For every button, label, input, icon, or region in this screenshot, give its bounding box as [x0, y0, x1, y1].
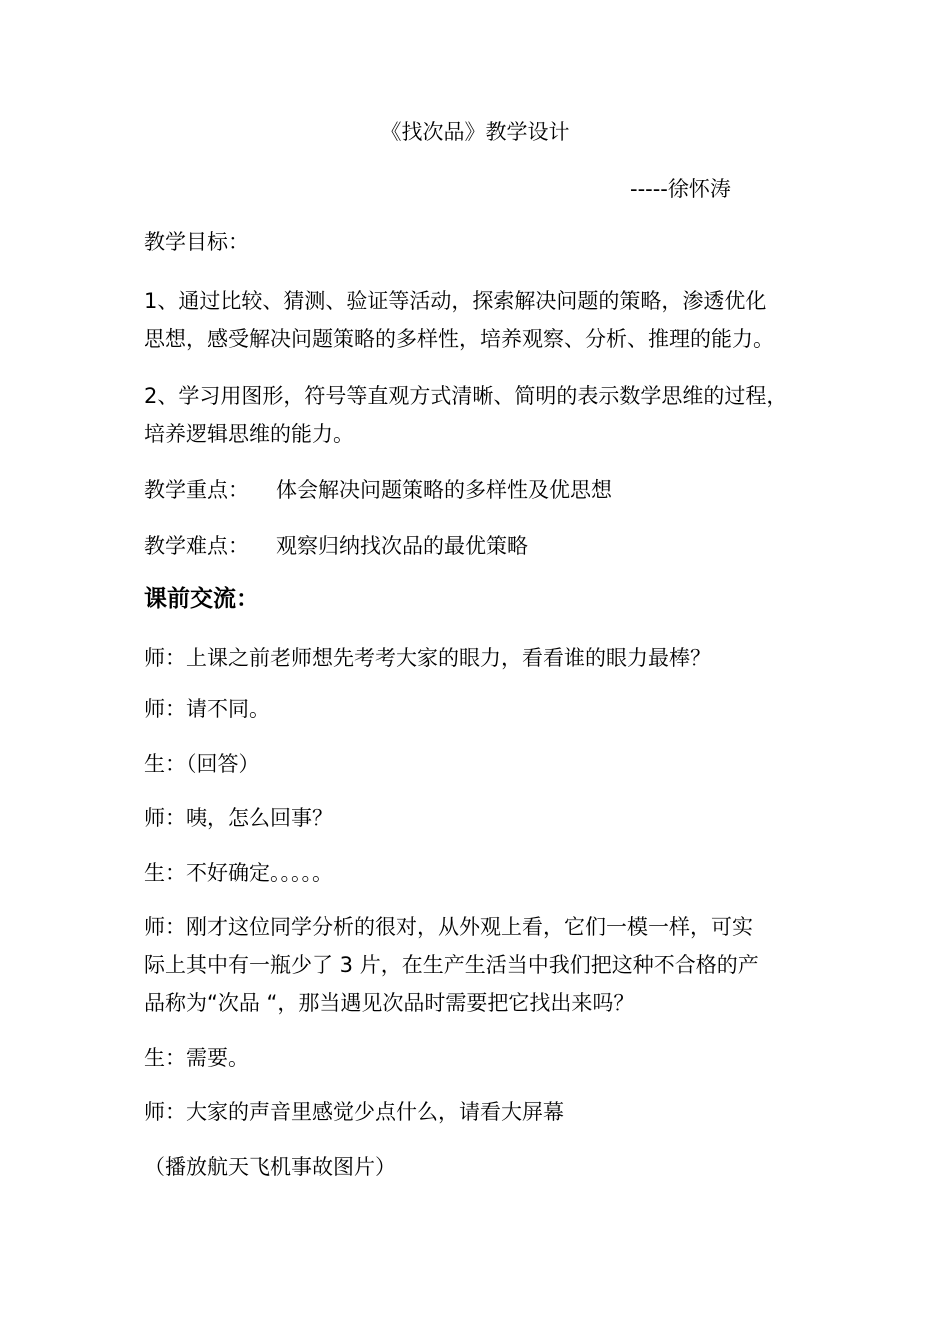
dialogue-line: 师：刚才这位同学分析的很对，从外观上看，它们一模一样，可实 [144, 915, 753, 939]
difficulty-label: 教学难点： [144, 534, 249, 558]
objective-item [144, 282, 834, 358]
objective-line: 培养逻辑思维的能力。 [144, 422, 354, 446]
dialogue-line: 际上其中有一瓶少了 3 片，在生产生活当中我们把这种不合格的产 [144, 953, 759, 977]
dialogue-line: 师：请不同。 [144, 697, 270, 721]
objective-line: 1、通过比较、猜测、验证等活动，探索解决问题的策略，渗透优化 [144, 289, 767, 313]
key-point-row [144, 472, 612, 508]
document-title: 《找次品》教学设计 [380, 120, 570, 144]
key-point-text: 体会解决问题策略的多样性及优思想 [276, 478, 612, 502]
pre-class-heading: 课前交流： [144, 586, 259, 612]
key-point-label: 教学重点： [144, 478, 249, 502]
dialogue-line: 生：需要。 [144, 1046, 249, 1070]
objective-item [144, 377, 834, 453]
dialogue-line: 师：咦，怎么回事？ [144, 806, 333, 830]
dialogue-line: 师：上课之前老师想先考考大家的眼力，看看谁的眼力最棒？ [144, 646, 711, 670]
dialogue-line: 生：（回答） [144, 752, 260, 776]
difficulty-text: 观察归纳找次品的最优策略 [276, 534, 528, 558]
difficulty-row [144, 528, 528, 564]
objective-line: 2、学习用图形，符号等直观方式清晰、简明的表示数学思维的过程， [144, 384, 788, 408]
dialogue-line: 生：不好确定。。。。。 [144, 861, 333, 885]
dialogue-line: （播放航天飞机事故图片） [144, 1155, 396, 1179]
dialogue-line: 师：大家的声音里感觉少点什么，请看大屏幕 [144, 1100, 564, 1124]
objectives-heading: 教学目标： [144, 230, 249, 254]
dialogue-line: 品称为“次品 “，那当遇见次品时需要把它找出来吗？ [144, 991, 635, 1015]
dialogue-paragraph [144, 908, 834, 1022]
author-name: -----徐怀涛 [630, 177, 731, 201]
objective-line: 思想，感受解决问题策略的多样性，培养观察、分析、推理的能力。 [144, 327, 774, 351]
